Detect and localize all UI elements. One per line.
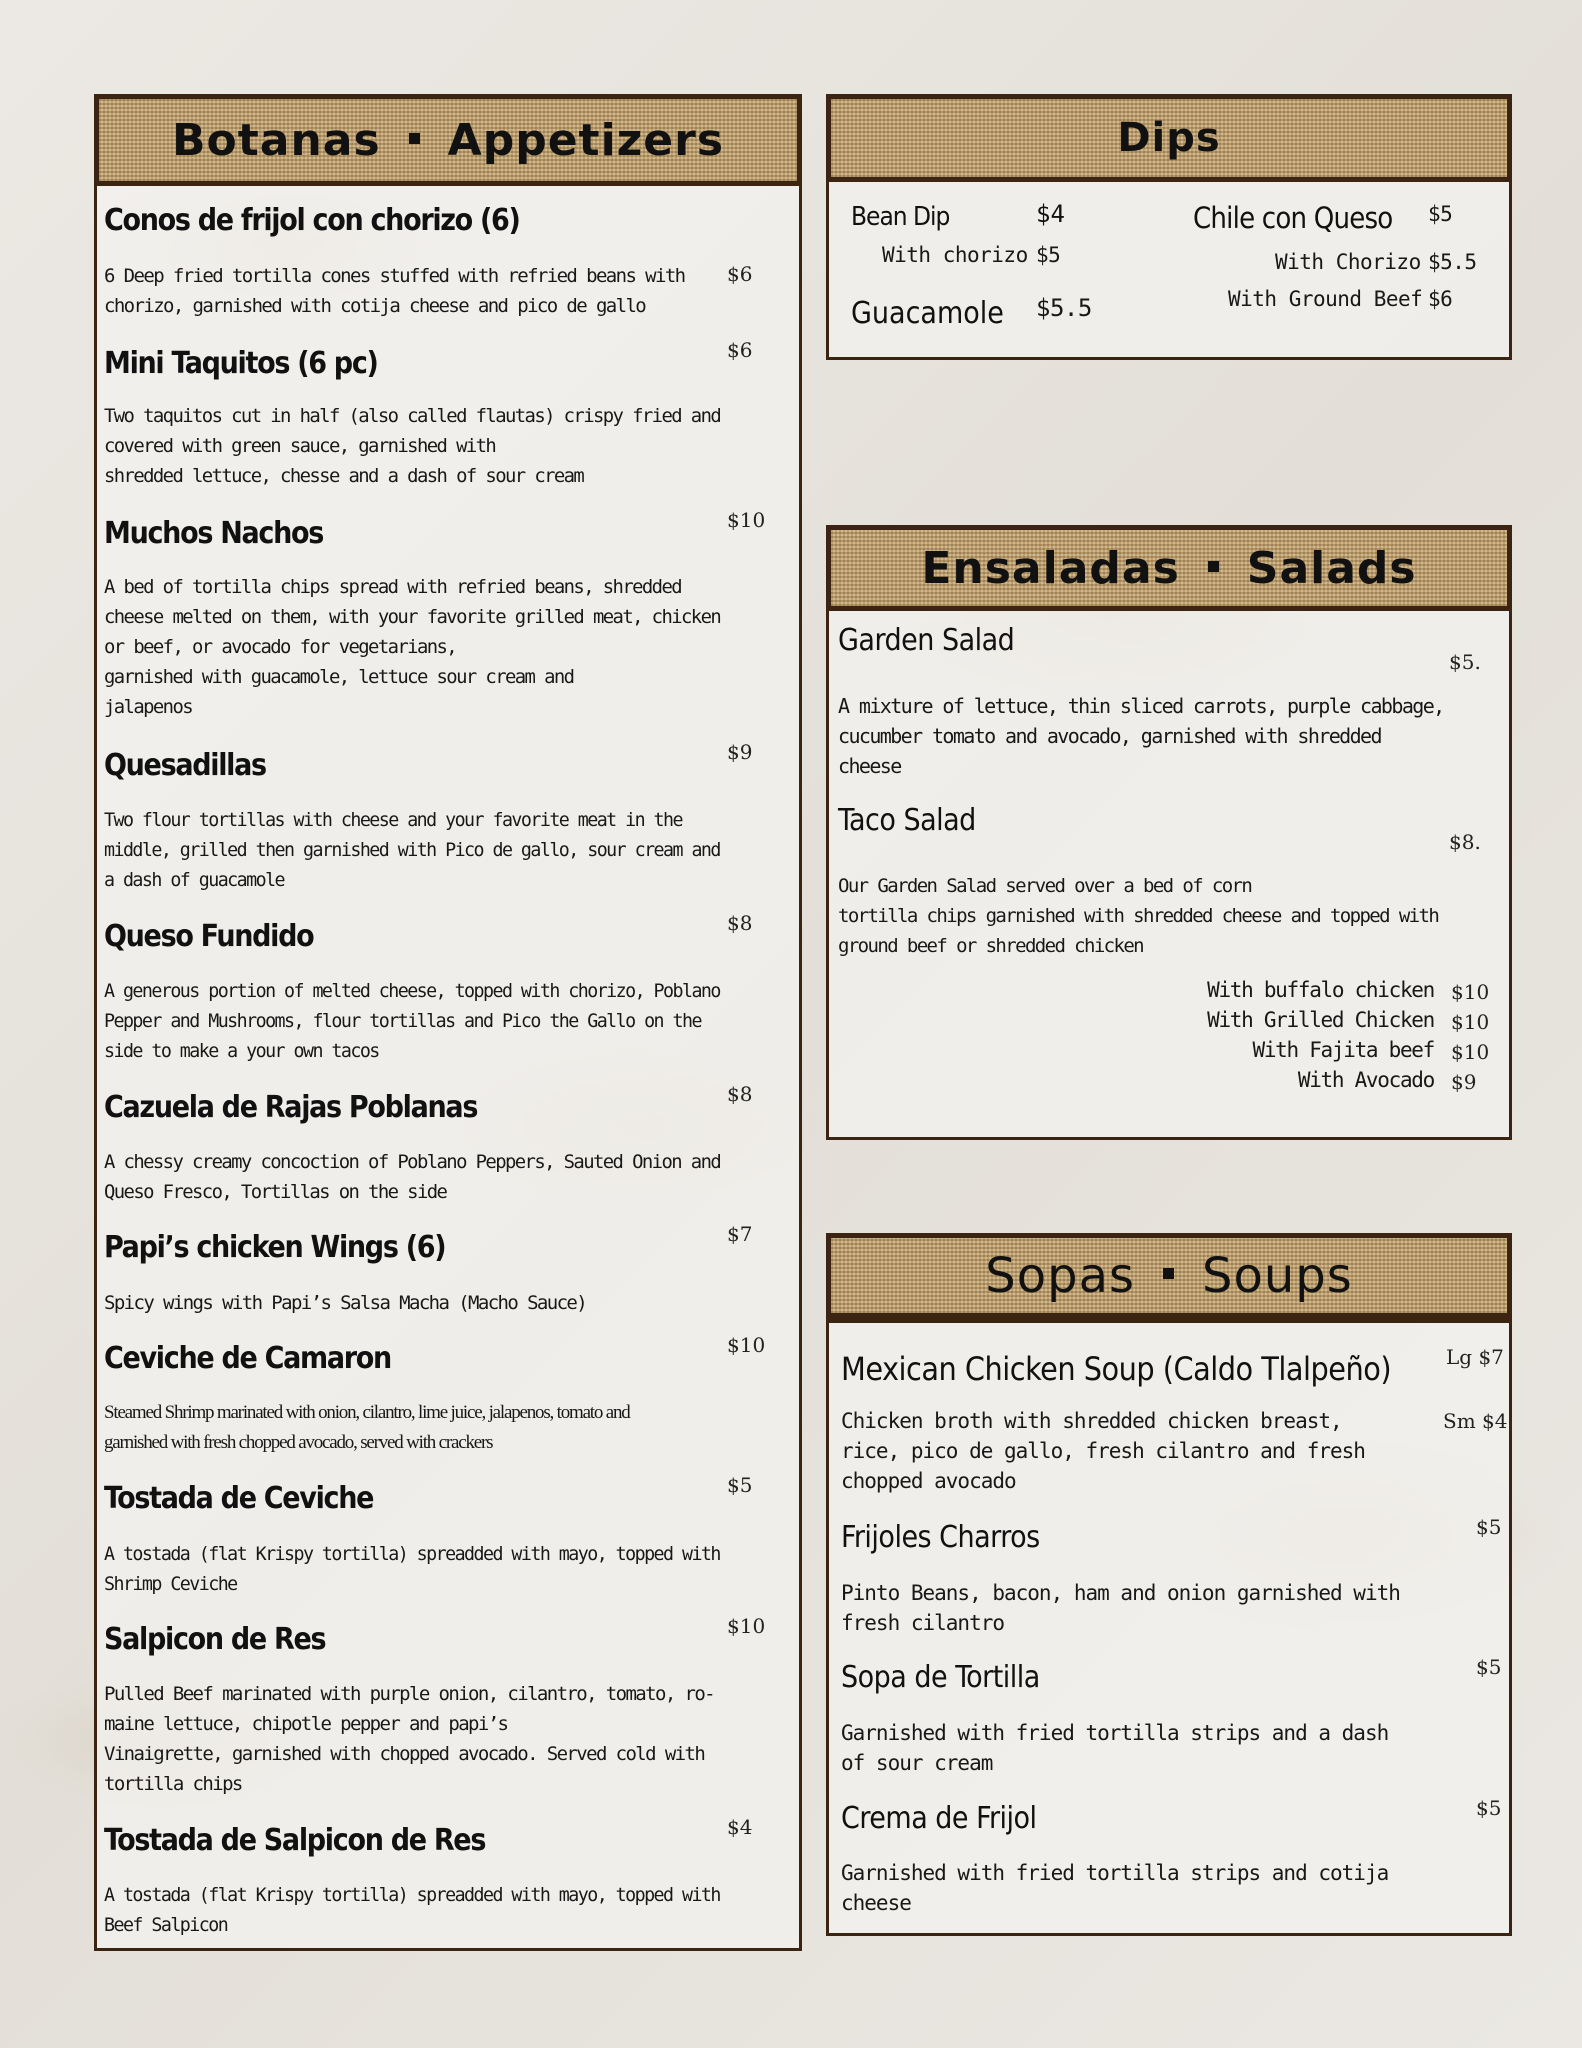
menu-item-description: A chessy creamy concoction of Poblano Peppers, Sauted Onion and Queso Fresco, Tortillas on the side	[104, 1151, 721, 1203]
menu-item-description: Two flour tortillas with cheese and your favorite meat in the middle, grilled then garnished with Pico de gallo, sour cream and a dash of guacamole	[104, 809, 720, 891]
dip-name: Guacamole	[851, 296, 1004, 331]
menu-item-description: 6 Deep fried tortilla cones stuffed with refried beans with chorizo, garnished with cotija cheese and pico de gallo	[104, 265, 685, 317]
salads-heading-en: Salads	[1246, 542, 1417, 594]
menu-item-description: Pulled Beef marinated with purple onion, cilantro, tomato, ro- maine lettuce, chipotle pepper and papi’s Vinaigrette, garnished with chopped avocado. Served cold with tortilla chips	[104, 1683, 715, 1795]
menu-item-title: Tostada de Ceviche	[104, 1481, 374, 1516]
menu-item-description: Two taquitos cut in half (also called flautas) crispy fried and covered with green sauce, garnished with shredded lettuce, chesse and a dash of sour cream	[104, 405, 721, 487]
salad-addon-name: With Grilled Chicken	[1207, 1008, 1434, 1032]
salad-addon-price: $10	[1451, 1040, 1490, 1064]
menu-item-price: $9	[727, 740, 753, 764]
menu-item-price: $10	[727, 1333, 766, 1357]
menu-item-price: $5	[727, 1473, 753, 1497]
dip-price: $4	[1036, 200, 1065, 228]
salad-addon-price: $9	[1451, 1070, 1477, 1094]
menu-item-title: Papi’s chicken Wings (6)	[104, 1230, 446, 1265]
menu-item-title: Muchos Nachos	[104, 516, 324, 551]
soup-price-small: Sm $4	[1443, 1409, 1508, 1433]
salad-description: A mixture of lettuce, thin sliced carrots, purple cabbage, cucumber tomato and avocado, garnished with shredded cheese	[838, 694, 1444, 778]
dip-addon-price: $6	[1428, 287, 1453, 311]
soup-description: Pinto Beans, bacon, ham and onion garnished with fresh cilantro	[841, 1581, 1400, 1635]
soup-title: Mexican Chicken Soup (Caldo Tlalpeño)	[841, 1350, 1392, 1388]
dip-addon-price: $5.5	[1428, 250, 1477, 274]
dip-addon-name: With Chorizo	[1275, 250, 1421, 274]
appetizers-heading-en: Appetizers	[447, 114, 725, 166]
dip-price: $5	[1428, 202, 1453, 226]
menu-item-title: Mini Taquitos (6 pc)	[104, 346, 378, 381]
soup-price: $5	[1476, 1796, 1502, 1820]
menu-item-title: Queso Fundido	[104, 919, 314, 954]
menu-item-price: $8	[727, 1082, 753, 1106]
salad-addon-price: $10	[1451, 1010, 1490, 1034]
dip-addon-price: $5	[1036, 243, 1061, 267]
salad-title: Garden Salad	[838, 623, 1015, 658]
menu-item-title: Tostada de Salpicon de Res	[104, 1823, 486, 1858]
soup-price: $5	[1476, 1655, 1502, 1679]
dip-name: Chile con Queso	[1193, 201, 1393, 235]
menu-item-description: A bed of tortilla chips spread with refried beans, shredded cheese melted on them, with your favorite grilled meat, chicken or beef, or avocado for vegetarians, garnished with guacamole, lettuce sour cream and jalapenos	[104, 576, 721, 718]
salad-addon-name: With Fajita beef	[1252, 1038, 1434, 1062]
menu-item-price: $10	[727, 508, 766, 532]
soups-heading-en: Soups	[1202, 1247, 1353, 1304]
salad-addon-price: $10	[1451, 980, 1490, 1004]
soup-title: Crema de Frijol	[841, 1801, 1037, 1836]
menu-item-title: Salpicon de Res	[104, 1622, 326, 1657]
menu-item-price: $7	[727, 1222, 753, 1246]
salads-banner	[826, 525, 1512, 611]
dip-addon-name: With chorizo	[882, 243, 1028, 267]
appetizers-banner	[94, 94, 802, 186]
soup-title: Frijoles Charros	[841, 1520, 1040, 1555]
menu-item-price: $4	[727, 1815, 753, 1839]
soup-price-large: Lg $7	[1446, 1345, 1504, 1369]
dip-name: Bean Dip	[851, 202, 950, 232]
separator-square	[409, 133, 420, 144]
soup-title: Sopa de Tortilla	[841, 1660, 1040, 1695]
salad-description: Our Garden Salad served over a bed of corn tortilla chips garnished with shredded cheese and topped with ground beef or shredded chicken	[838, 875, 1439, 957]
separator-square	[1208, 561, 1219, 572]
salad-addon-name: With buffalo chicken	[1207, 978, 1434, 1002]
menu-item-title: Ceviche de Camaron	[104, 1341, 391, 1376]
menu-item-price: $6	[727, 262, 753, 286]
soup-description: Garnished with fried tortilla strips and cotija cheese	[841, 1861, 1389, 1915]
menu-item-title: Cazuela de Rajas Poblanas	[104, 1090, 478, 1125]
menu-item-price: $10	[727, 1614, 766, 1638]
menu-item-title: Quesadillas	[104, 748, 266, 783]
salad-title: Taco Salad	[838, 803, 976, 838]
menu-item-title: Conos de frijol con chorizo (6)	[104, 203, 520, 238]
salad-price: $5.	[1449, 650, 1481, 674]
soup-description: Chicken broth with shredded chicken breast, rice, pico de gallo, fresh cilantro and fresh chopped avocado	[841, 1409, 1365, 1493]
menu-item-description: A tostada (flat Krispy tortilla) spreadded with mayo, topped with Shrimp Ceviche	[104, 1543, 720, 1595]
menu-item-price: $8	[727, 911, 753, 935]
menu-item-price: $6	[727, 338, 753, 362]
dip-addon-name: With Ground Beef	[1228, 287, 1423, 311]
soups-banner	[826, 1233, 1512, 1323]
soups-heading-es: Sopas	[985, 1247, 1135, 1304]
menu-item-description: A generous portion of melted cheese, topped with chorizo, Poblano Pepper and Mushrooms, flour tortillas and Pico the Gallo on the side to make a your own tacos	[104, 980, 720, 1062]
appetizers-heading-es: Botanas	[171, 114, 381, 166]
soup-price: $5	[1476, 1515, 1502, 1539]
dips-heading: Dips	[1117, 115, 1221, 161]
salad-price: $8.	[1449, 830, 1481, 854]
dip-price: $5.5	[1036, 294, 1092, 322]
menu-item-description: Steamed Shrimp marinated with onion, cilantro, lime juice, jalapenos, tomato and garnished with fresh chopped avocado, served with crackers	[104, 1402, 630, 1453]
salad-addon-name: With Avocado	[1297, 1068, 1434, 1092]
menu-item-description: A tostada (flat Krispy tortilla) spreadded with mayo, topped with Beef Salpicon	[104, 1884, 720, 1936]
salads-heading-es: Ensaladas	[921, 542, 1180, 594]
soup-description: Garnished with fried tortilla strips and a dash of sour cream	[841, 1721, 1389, 1775]
menu-item-description: Spicy wings with Papi’s Salsa Macha (Macho Sauce)	[104, 1292, 587, 1314]
separator-square	[1163, 1268, 1174, 1279]
dips-banner	[826, 94, 1512, 182]
